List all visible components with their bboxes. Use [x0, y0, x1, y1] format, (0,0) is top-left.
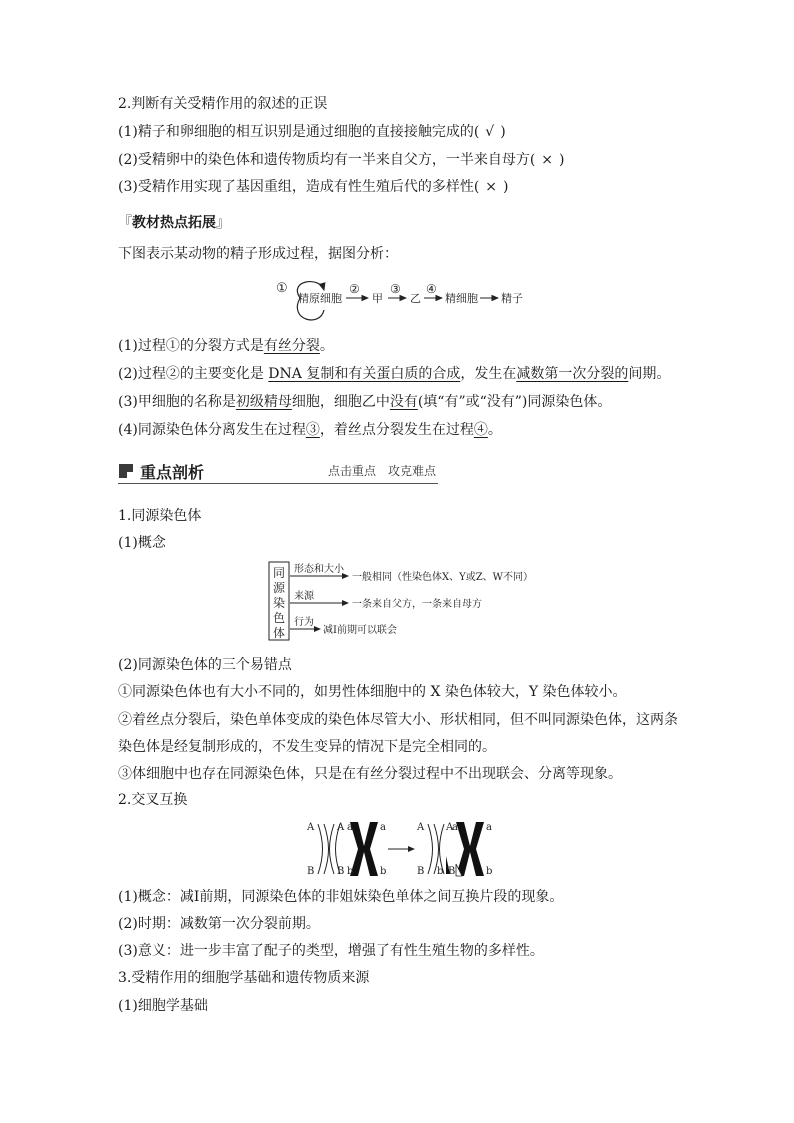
concept-root-char: 同	[273, 566, 286, 580]
mistakes-heading: (2)同源染色体的三个易错点	[118, 657, 292, 673]
allele-label: b	[486, 866, 493, 877]
answer-text: (3)甲细胞的名称是	[118, 394, 236, 410]
allele-label: B	[448, 866, 456, 877]
concept-row-value: 一般相同（性染色体X、Y或Z、W不同）	[352, 572, 533, 583]
judge-item-close: )	[559, 152, 565, 168]
answer-text: 间期。	[628, 366, 671, 382]
answer-text: ，发生在	[460, 366, 517, 382]
judge-item-close: )	[500, 124, 506, 140]
allele-label: A	[337, 822, 345, 833]
answer-text: (1)过程①的分裂方式是	[118, 338, 264, 354]
allele-label: B	[417, 866, 425, 877]
concept-root-char: 色	[273, 611, 286, 625]
solid-chromosome	[350, 822, 378, 876]
point2-significance: (3)意义：进一步丰富了配子的类型，增强了有性生殖生物的多样性。	[118, 943, 544, 959]
judge-heading: 2.判断有关受精作用的叙述的正误	[118, 96, 328, 112]
wrong-mark: ×	[541, 152, 554, 168]
judge-item-2	[118, 150, 565, 170]
answer-text: 。	[319, 338, 334, 354]
judge-item-close: )	[503, 179, 509, 195]
answer-text: (4)同源染色体分离发生在过程	[118, 422, 306, 438]
answer-underlined: ④	[473, 422, 488, 438]
allele-label: A	[307, 822, 315, 833]
concept-root-char: 体	[273, 626, 286, 640]
homologous-concept-map	[268, 558, 538, 644]
concept-row-label: 行为	[294, 617, 314, 628]
concept-row-value: 一条来自父方，一条来自母方	[352, 599, 482, 610]
process-2-label: ②	[349, 282, 360, 296]
allele-label: b	[380, 866, 387, 877]
solid-chromosome	[456, 822, 484, 876]
answer-2	[118, 364, 670, 384]
section-header	[118, 458, 438, 484]
chromosome-pair-before	[306, 822, 386, 877]
answer-text: 。	[487, 422, 502, 438]
sperm-label: 精子	[501, 292, 523, 305]
concept-row-label: 来源	[294, 591, 314, 602]
concept-root-char: 染	[273, 596, 286, 610]
allele-label: b	[437, 866, 444, 877]
hot-intro: 下图表示某动物的精子形成过程，据图分析：	[118, 246, 398, 262]
judge-item-text: (1)精子和卵细胞的相互识别是通过细胞的直接接触完成的(	[118, 124, 480, 140]
concept-root-char: 源	[273, 581, 286, 595]
answer-underlined: 有丝分裂	[263, 338, 320, 354]
answer-3	[118, 392, 611, 412]
allele-label: A	[417, 822, 425, 833]
spermatid-label: 精细胞	[445, 292, 478, 305]
cell-yi-label: 乙	[410, 292, 421, 305]
hot-topic-label-text: 教材热点拓展	[132, 215, 216, 231]
correct-mark: √	[485, 124, 495, 140]
judge-item-text: (3)受精作用实现了基因重组，造成有性生殖后代的多样性(	[118, 179, 480, 195]
answer-underlined: ③	[305, 422, 320, 438]
mistake-1: ①同源染色体也有大小不同的，如男性体细胞中的 X 染色体较大，Y 染色体较小。	[118, 684, 627, 700]
judge-item-1	[118, 122, 506, 142]
process-3-label: ③	[390, 282, 401, 296]
point1-heading: 1.同源染色体	[118, 508, 202, 524]
allele-label: A	[446, 822, 454, 833]
point1-concept: (1)概念	[118, 535, 166, 551]
section-title: 重点剖析	[140, 463, 205, 482]
answer-text: ，着丝点分裂发生在过程	[319, 422, 474, 438]
allele-label: a	[452, 822, 458, 833]
point2-concept: (1)概念：减Ⅰ前期，同源染色体的非姐妹染色单体之间互换片段的现象。	[118, 889, 564, 905]
point2-period: (2)时期：减数第一次分裂前期。	[118, 916, 320, 932]
allele-label: b	[347, 866, 354, 877]
section-divider	[118, 483, 438, 484]
point2-heading: 2.交叉互换	[118, 792, 188, 808]
judge-item-text: (2)受精卵中的染色体和遗传物质均有一半来自父方，一半来自母方(	[118, 152, 536, 168]
mistake-3: ③体细胞中也存在同源染色体，只是在有丝分裂过程中不出现联会、分离等现象。	[118, 766, 622, 782]
answer-text: 细胞，细胞乙中	[291, 394, 390, 410]
process-1-label: ①	[276, 281, 288, 296]
section-subtitle: 点击重点 攻克难点	[328, 464, 437, 478]
section-icon	[119, 464, 133, 478]
answer-4	[118, 420, 502, 440]
allele-label: B	[307, 866, 315, 877]
point3-basis: (1)细胞学基础	[118, 998, 208, 1014]
hot-topic-label: 『教材热点拓展』	[118, 215, 230, 231]
point3-heading: 3.受精作用的细胞学基础和遗传物质来源	[118, 970, 370, 986]
answer-text: (2)过程②的主要变化是	[118, 366, 269, 382]
answer-text: (填“有”或“没有”)同源染色体。	[417, 394, 612, 410]
answer-underlined: 减数第一次分裂的	[516, 366, 629, 382]
sperm-formation-diagram	[270, 272, 530, 330]
crossing-over-diagram	[304, 816, 494, 882]
allele-label: a	[347, 822, 353, 833]
answer-underlined: 没有	[389, 394, 418, 410]
concept-row-label: 形态和大小	[294, 564, 344, 575]
answer-1	[118, 336, 334, 356]
concept-row-value: 减Ⅰ前期可以联会	[323, 625, 397, 636]
wrong-mark: ×	[485, 179, 498, 195]
spermatogonium-label: 精原细胞	[298, 292, 342, 305]
outline-chromatid	[318, 824, 329, 874]
chromosome-pair-after	[416, 822, 492, 877]
mistake-2: ②着丝点分裂后，染色单体变成的染色体尽管大小、形状相同，但不叫同源染色体，这两条	[118, 712, 678, 728]
allele-label: a	[486, 822, 492, 833]
allele-label: B	[337, 866, 345, 877]
answer-underlined: 初级精母	[235, 394, 292, 410]
judge-item-3	[118, 177, 509, 197]
answer-underlined: DNA 复制和有关蛋白质的合成	[268, 366, 461, 382]
process-4-label: ④	[426, 282, 437, 296]
mistake-2-cont: 染色体是经复制形成的，不发生变异的情况下是完全相同的。	[118, 739, 496, 755]
cell-jia-label: 甲	[372, 292, 383, 305]
allele-label: a	[380, 822, 386, 833]
